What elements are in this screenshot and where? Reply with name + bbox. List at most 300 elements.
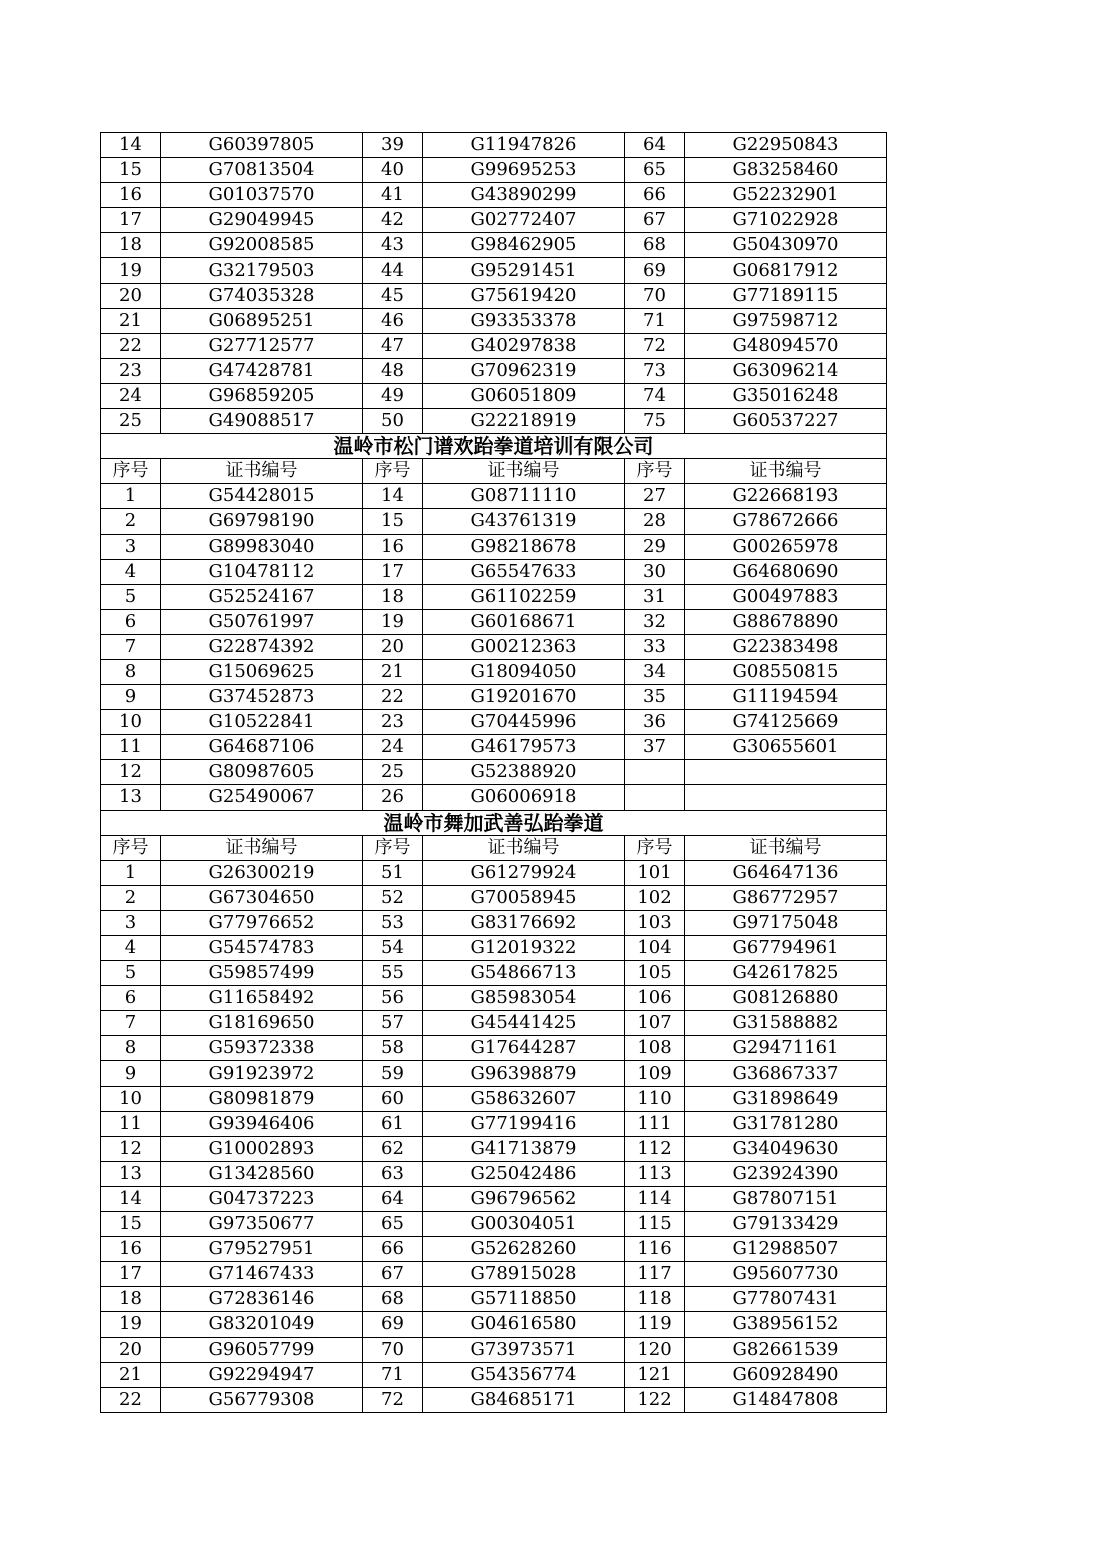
header-certificate-number: 证书编号: [423, 459, 625, 484]
certificate-number-cell: G13428560: [161, 1161, 363, 1186]
certificate-number-cell: G22383498: [685, 634, 887, 659]
certificate-number-cell: G41713879: [423, 1136, 625, 1161]
certificate-number-cell: G06051809: [423, 383, 625, 408]
certificate-number-cell: G08550815: [685, 659, 887, 684]
table-row: [101, 1362, 887, 1387]
serial-number-cell: 9: [101, 1061, 161, 1086]
header-serial-number: 序号: [625, 459, 685, 484]
serial-number-cell: 69: [625, 258, 685, 283]
table-row: [101, 609, 887, 634]
certificate-number-cell: G67304650: [161, 885, 363, 910]
certificate-number-cell: G34049630: [685, 1136, 887, 1161]
serial-number-cell: 52: [363, 885, 423, 910]
serial-number-cell: 46: [363, 308, 423, 333]
certificate-number-cell: G37452873: [161, 685, 363, 710]
certificate-number-cell: [685, 760, 887, 785]
serial-number-cell: 17: [101, 208, 161, 233]
serial-number-cell: 59: [363, 1061, 423, 1086]
serial-number-cell: 55: [363, 961, 423, 986]
certificate-number-cell: G17644287: [423, 1036, 625, 1061]
certificate-number-cell: G59857499: [161, 961, 363, 986]
certificate-number-cell: G12988507: [685, 1237, 887, 1262]
serial-number-cell: 13: [101, 785, 161, 810]
table-row: [101, 333, 887, 358]
certificate-number-cell: G73973571: [423, 1337, 625, 1362]
certificate-number-cell: G97350677: [161, 1212, 363, 1237]
header-certificate-number: 证书编号: [685, 835, 887, 860]
serial-number-cell: 103: [625, 910, 685, 935]
certificate-number-cell: G63096214: [685, 358, 887, 383]
certificate-number-cell: G38956152: [685, 1312, 887, 1337]
certificate-number-cell: G70445996: [423, 710, 625, 735]
table-row: [101, 659, 887, 684]
header-certificate-number: 证书编号: [423, 835, 625, 860]
serial-number-cell: 122: [625, 1387, 685, 1412]
certificate-number-cell: G64647136: [685, 860, 887, 885]
certificate-number-cell: G45441425: [423, 1011, 625, 1036]
table-row: [101, 158, 887, 183]
serial-number-cell: 45: [363, 283, 423, 308]
serial-number-cell: 104: [625, 936, 685, 961]
serial-number-cell: 1: [101, 484, 161, 509]
serial-number-cell: 68: [625, 233, 685, 258]
serial-number-cell: 47: [363, 333, 423, 358]
header-certificate-number: 证书编号: [161, 835, 363, 860]
certificate-number-cell: G96859205: [161, 383, 363, 408]
header-certificate-number: 证书编号: [161, 459, 363, 484]
serial-number-cell: 70: [625, 283, 685, 308]
certificate-number-cell: G96057799: [161, 1337, 363, 1362]
certificate-number-cell: G83176692: [423, 910, 625, 935]
serial-number-cell: 4: [101, 559, 161, 584]
certificate-number-cell: G79527951: [161, 1237, 363, 1262]
certificate-number-cell: G52232901: [685, 183, 887, 208]
serial-number-cell: 15: [363, 509, 423, 534]
certificate-number-cell: G71467433: [161, 1262, 363, 1287]
certificate-number-cell: G77976652: [161, 910, 363, 935]
serial-number-cell: 17: [101, 1262, 161, 1287]
certificate-number-cell: G88678890: [685, 609, 887, 634]
certificate-number-cell: G60397805: [161, 133, 363, 158]
serial-number-cell: 35: [625, 685, 685, 710]
certificate-number-cell: G72836146: [161, 1287, 363, 1312]
certificate-number-cell: G60168671: [423, 609, 625, 634]
serial-number-cell: 21: [101, 1362, 161, 1387]
certificate-number-cell: G00497883: [685, 584, 887, 609]
certificate-number-cell: G96796562: [423, 1186, 625, 1211]
serial-number-cell: 3: [101, 910, 161, 935]
serial-number-cell: 10: [101, 1086, 161, 1111]
certificate-number-cell: G93353378: [423, 308, 625, 333]
certificate-number-cell: G00212363: [423, 634, 625, 659]
table-row: [101, 133, 887, 158]
serial-number-cell: 2: [101, 509, 161, 534]
serial-number-cell: 115: [625, 1212, 685, 1237]
serial-number-cell: 48: [363, 358, 423, 383]
serial-number-cell: 62: [363, 1136, 423, 1161]
certificate-number-cell: G70058945: [423, 885, 625, 910]
certificate-number-cell: G29049945: [161, 208, 363, 233]
serial-number-cell: 66: [625, 183, 685, 208]
table-row: [101, 961, 887, 986]
serial-number-cell: 43: [363, 233, 423, 258]
table-row: [101, 358, 887, 383]
table-row: [101, 484, 887, 509]
serial-number-cell: 66: [363, 1237, 423, 1262]
certificate-number-cell: G80987605: [161, 760, 363, 785]
table-row: [101, 383, 887, 408]
serial-number-cell: 36: [625, 710, 685, 735]
table-row: [101, 534, 887, 559]
certificate-number-cell: G54356774: [423, 1362, 625, 1387]
serial-number-cell: 1: [101, 860, 161, 885]
header-serial-number: 序号: [101, 835, 161, 860]
certificate-table: [100, 132, 887, 1413]
serial-number-cell: 65: [363, 1212, 423, 1237]
table-row: [101, 283, 887, 308]
serial-number-cell: [625, 760, 685, 785]
serial-number-cell: 22: [363, 685, 423, 710]
certificate-number-cell: G10522841: [161, 710, 363, 735]
header-serial-number: 序号: [363, 835, 423, 860]
serial-number-cell: 69: [363, 1312, 423, 1337]
serial-number-cell: 9: [101, 685, 161, 710]
table-row: [101, 1036, 887, 1061]
certificate-number-cell: G70813504: [161, 158, 363, 183]
serial-number-cell: 16: [101, 1237, 161, 1262]
table-row: [101, 1161, 887, 1186]
table-row: [101, 1086, 887, 1111]
table-row: [101, 1337, 887, 1362]
certificate-number-cell: G22950843: [685, 133, 887, 158]
serial-number-cell: 65: [625, 158, 685, 183]
section-title: 温岭市舞加武善弘跆拳道: [101, 810, 887, 835]
serial-number-cell: 64: [625, 133, 685, 158]
table-row: [101, 559, 887, 584]
serial-number-cell: 58: [363, 1036, 423, 1061]
certificate-number-cell: G01037570: [161, 183, 363, 208]
serial-number-cell: 116: [625, 1237, 685, 1262]
serial-number-cell: 3: [101, 534, 161, 559]
serial-number-cell: 70: [363, 1337, 423, 1362]
serial-number-cell: 4: [101, 936, 161, 961]
serial-number-cell: 74: [625, 383, 685, 408]
certificate-number-cell: G61279924: [423, 860, 625, 885]
serial-number-cell: 56: [363, 986, 423, 1011]
certificate-number-cell: G54574783: [161, 936, 363, 961]
serial-number-cell: 39: [363, 133, 423, 158]
serial-number-cell: 106: [625, 986, 685, 1011]
serial-number-cell: 61: [363, 1111, 423, 1136]
serial-number-cell: 15: [101, 1212, 161, 1237]
certificate-number-cell: G31781280: [685, 1111, 887, 1136]
table-row: [101, 1237, 887, 1262]
serial-number-cell: 41: [363, 183, 423, 208]
serial-number-cell: 10: [101, 710, 161, 735]
certificate-number-cell: G99695253: [423, 158, 625, 183]
certificate-number-cell: G75619420: [423, 283, 625, 308]
serial-number-cell: 2: [101, 885, 161, 910]
certificate-number-cell: G85983054: [423, 986, 625, 1011]
serial-number-cell: 113: [625, 1161, 685, 1186]
certificate-number-cell: G10478112: [161, 559, 363, 584]
serial-number-cell: 8: [101, 659, 161, 684]
certificate-number-cell: G23924390: [685, 1161, 887, 1186]
certificate-number-cell: G52628260: [423, 1237, 625, 1262]
certificate-number-cell: G84685171: [423, 1387, 625, 1412]
certificate-number-cell: G83201049: [161, 1312, 363, 1337]
certificate-number-cell: G31898649: [685, 1086, 887, 1111]
certificate-number-cell: G56779308: [161, 1387, 363, 1412]
certificate-number-cell: G10002893: [161, 1136, 363, 1161]
certificate-number-cell: G57118850: [423, 1287, 625, 1312]
certificate-number-cell: G65547633: [423, 559, 625, 584]
table-row: [101, 936, 887, 961]
certificate-number-cell: G06895251: [161, 308, 363, 333]
column-header-row: [101, 459, 887, 484]
certificate-number-cell: [685, 785, 887, 810]
certificate-number-cell: G77807431: [685, 1287, 887, 1312]
serial-number-cell: 64: [363, 1186, 423, 1211]
certificate-number-cell: G48094570: [685, 333, 887, 358]
certificate-number-cell: G98218678: [423, 534, 625, 559]
serial-number-cell: 54: [363, 936, 423, 961]
certificate-number-cell: G43761319: [423, 509, 625, 534]
certificate-number-cell: G15069625: [161, 659, 363, 684]
header-certificate-number: 证书编号: [685, 459, 887, 484]
serial-number-cell: 14: [101, 133, 161, 158]
serial-number-cell: 15: [101, 158, 161, 183]
serial-number-cell: 6: [101, 609, 161, 634]
table-row: [101, 258, 887, 283]
serial-number-cell: 21: [101, 308, 161, 333]
table-row: [101, 785, 887, 810]
table-row: [101, 735, 887, 760]
certificate-table-body: [101, 133, 887, 1413]
serial-number-cell: 18: [101, 233, 161, 258]
certificate-number-cell: G40297838: [423, 333, 625, 358]
serial-number-cell: 44: [363, 258, 423, 283]
serial-number-cell: 40: [363, 158, 423, 183]
serial-number-cell: 26: [363, 785, 423, 810]
certificate-number-cell: G71022928: [685, 208, 887, 233]
certificate-number-cell: G79133429: [685, 1212, 887, 1237]
column-header-row: [101, 835, 887, 860]
table-row: [101, 1061, 887, 1086]
certificate-number-cell: G06006918: [423, 785, 625, 810]
table-row: [101, 233, 887, 258]
certificate-number-cell: G36867337: [685, 1061, 887, 1086]
certificate-number-cell: G22668193: [685, 484, 887, 509]
serial-number-cell: 25: [101, 409, 161, 434]
serial-number-cell: 5: [101, 961, 161, 986]
serial-number-cell: 11: [101, 735, 161, 760]
serial-number-cell: 20: [101, 1337, 161, 1362]
header-serial-number: 序号: [625, 835, 685, 860]
serial-number-cell: 8: [101, 1036, 161, 1061]
serial-number-cell: 37: [625, 735, 685, 760]
certificate-number-cell: G98462905: [423, 233, 625, 258]
serial-number-cell: 19: [101, 1312, 161, 1337]
certificate-number-cell: G69798190: [161, 509, 363, 534]
certificate-number-cell: G08126880: [685, 986, 887, 1011]
certificate-number-cell: G92294947: [161, 1362, 363, 1387]
serial-number-cell: 60: [363, 1086, 423, 1111]
certificate-number-cell: G89983040: [161, 534, 363, 559]
certificate-number-cell: G78672666: [685, 509, 887, 534]
table-row: [101, 1136, 887, 1161]
certificate-number-cell: G12019322: [423, 936, 625, 961]
serial-number-cell: 119: [625, 1312, 685, 1337]
serial-number-cell: [625, 785, 685, 810]
certificate-number-cell: G04616580: [423, 1312, 625, 1337]
table-row: [101, 1312, 887, 1337]
certificate-number-cell: G74125669: [685, 710, 887, 735]
certificate-number-cell: G26300219: [161, 860, 363, 885]
table-row: [101, 1387, 887, 1412]
table-row: [101, 1011, 887, 1036]
certificate-number-cell: G64687106: [161, 735, 363, 760]
certificate-number-cell: G61102259: [423, 584, 625, 609]
serial-number-cell: 102: [625, 885, 685, 910]
header-serial-number: 序号: [363, 459, 423, 484]
serial-number-cell: 29: [625, 534, 685, 559]
serial-number-cell: 114: [625, 1186, 685, 1211]
serial-number-cell: 57: [363, 1011, 423, 1036]
serial-number-cell: 51: [363, 860, 423, 885]
serial-number-cell: 72: [363, 1387, 423, 1412]
certificate-number-cell: G31588882: [685, 1011, 887, 1036]
serial-number-cell: 117: [625, 1262, 685, 1287]
table-row: [101, 860, 887, 885]
table-row: [101, 1186, 887, 1211]
serial-number-cell: 30: [625, 559, 685, 584]
serial-number-cell: 121: [625, 1362, 685, 1387]
certificate-number-cell: G06817912: [685, 258, 887, 283]
certificate-number-cell: G02772407: [423, 208, 625, 233]
serial-number-cell: 24: [363, 735, 423, 760]
serial-number-cell: 110: [625, 1086, 685, 1111]
serial-number-cell: 19: [363, 609, 423, 634]
section-title-row: [101, 434, 887, 459]
table-row: [101, 885, 887, 910]
serial-number-cell: 120: [625, 1337, 685, 1362]
serial-number-cell: 118: [625, 1287, 685, 1312]
table-row: [101, 409, 887, 434]
certificate-number-cell: G11947826: [423, 133, 625, 158]
certificate-number-cell: G95607730: [685, 1262, 887, 1287]
certificate-number-cell: G32179503: [161, 258, 363, 283]
certificate-number-cell: G19201670: [423, 685, 625, 710]
serial-number-cell: 49: [363, 383, 423, 408]
certificate-number-cell: G87807151: [685, 1186, 887, 1211]
serial-number-cell: 22: [101, 333, 161, 358]
serial-number-cell: 20: [101, 283, 161, 308]
certificate-number-cell: G25490067: [161, 785, 363, 810]
table-row: [101, 710, 887, 735]
certificate-number-cell: G08711110: [423, 484, 625, 509]
serial-number-cell: 63: [363, 1161, 423, 1186]
serial-number-cell: 7: [101, 634, 161, 659]
certificate-number-cell: G77199416: [423, 1111, 625, 1136]
serial-number-cell: 101: [625, 860, 685, 885]
serial-number-cell: 23: [101, 358, 161, 383]
table-row: [101, 685, 887, 710]
certificate-number-cell: G86772957: [685, 885, 887, 910]
certificate-number-cell: G91923972: [161, 1061, 363, 1086]
certificate-number-cell: G58632607: [423, 1086, 625, 1111]
serial-number-cell: 32: [625, 609, 685, 634]
certificate-number-cell: G22218919: [423, 409, 625, 434]
table-row: [101, 1262, 887, 1287]
serial-number-cell: 12: [101, 760, 161, 785]
certificate-number-cell: G35016248: [685, 383, 887, 408]
serial-number-cell: 105: [625, 961, 685, 986]
serial-number-cell: 14: [101, 1186, 161, 1211]
serial-number-cell: 20: [363, 634, 423, 659]
certificate-number-cell: G25042486: [423, 1161, 625, 1186]
serial-number-cell: 73: [625, 358, 685, 383]
serial-number-cell: 23: [363, 710, 423, 735]
certificate-number-cell: G04737223: [161, 1186, 363, 1211]
certificate-number-cell: G47428781: [161, 358, 363, 383]
serial-number-cell: 107: [625, 1011, 685, 1036]
certificate-number-cell: G22874392: [161, 634, 363, 659]
certificate-number-cell: G64680690: [685, 559, 887, 584]
section-title-row: [101, 810, 887, 835]
certificate-number-cell: G67794961: [685, 936, 887, 961]
certificate-number-cell: G14847808: [685, 1387, 887, 1412]
table-row: [101, 1212, 887, 1237]
serial-number-cell: 71: [625, 308, 685, 333]
section-title: 温岭市松门谱欢跆拳道培训有限公司: [101, 434, 887, 459]
serial-number-cell: 21: [363, 659, 423, 684]
certificate-number-cell: G78915028: [423, 1262, 625, 1287]
certificate-number-cell: G93946406: [161, 1111, 363, 1136]
certificate-number-cell: G92008585: [161, 233, 363, 258]
serial-number-cell: 34: [625, 659, 685, 684]
certificate-number-cell: G11194594: [685, 685, 887, 710]
certificate-number-cell: G59372338: [161, 1036, 363, 1061]
serial-number-cell: 68: [363, 1287, 423, 1312]
certificate-number-cell: G50761997: [161, 609, 363, 634]
serial-number-cell: 50: [363, 409, 423, 434]
certificate-number-cell: G18094050: [423, 659, 625, 684]
serial-number-cell: 16: [101, 183, 161, 208]
serial-number-cell: 16: [363, 534, 423, 559]
certificate-number-cell: G42617825: [685, 961, 887, 986]
serial-number-cell: 31: [625, 584, 685, 609]
certificate-number-cell: G95291451: [423, 258, 625, 283]
certificate-number-cell: G83258460: [685, 158, 887, 183]
certificate-number-cell: G11658492: [161, 986, 363, 1011]
table-row: [101, 910, 887, 935]
certificate-number-cell: G70962319: [423, 358, 625, 383]
certificate-number-cell: G54866713: [423, 961, 625, 986]
table-row: [101, 183, 887, 208]
certificate-number-cell: G77189115: [685, 283, 887, 308]
certificate-number-cell: G97175048: [685, 910, 887, 935]
serial-number-cell: 14: [363, 484, 423, 509]
serial-number-cell: 108: [625, 1036, 685, 1061]
serial-number-cell: 12: [101, 1136, 161, 1161]
serial-number-cell: 7: [101, 1011, 161, 1036]
certificate-number-cell: G80981879: [161, 1086, 363, 1111]
serial-number-cell: 111: [625, 1111, 685, 1136]
certificate-number-cell: G43890299: [423, 183, 625, 208]
serial-number-cell: 72: [625, 333, 685, 358]
serial-number-cell: 19: [101, 258, 161, 283]
